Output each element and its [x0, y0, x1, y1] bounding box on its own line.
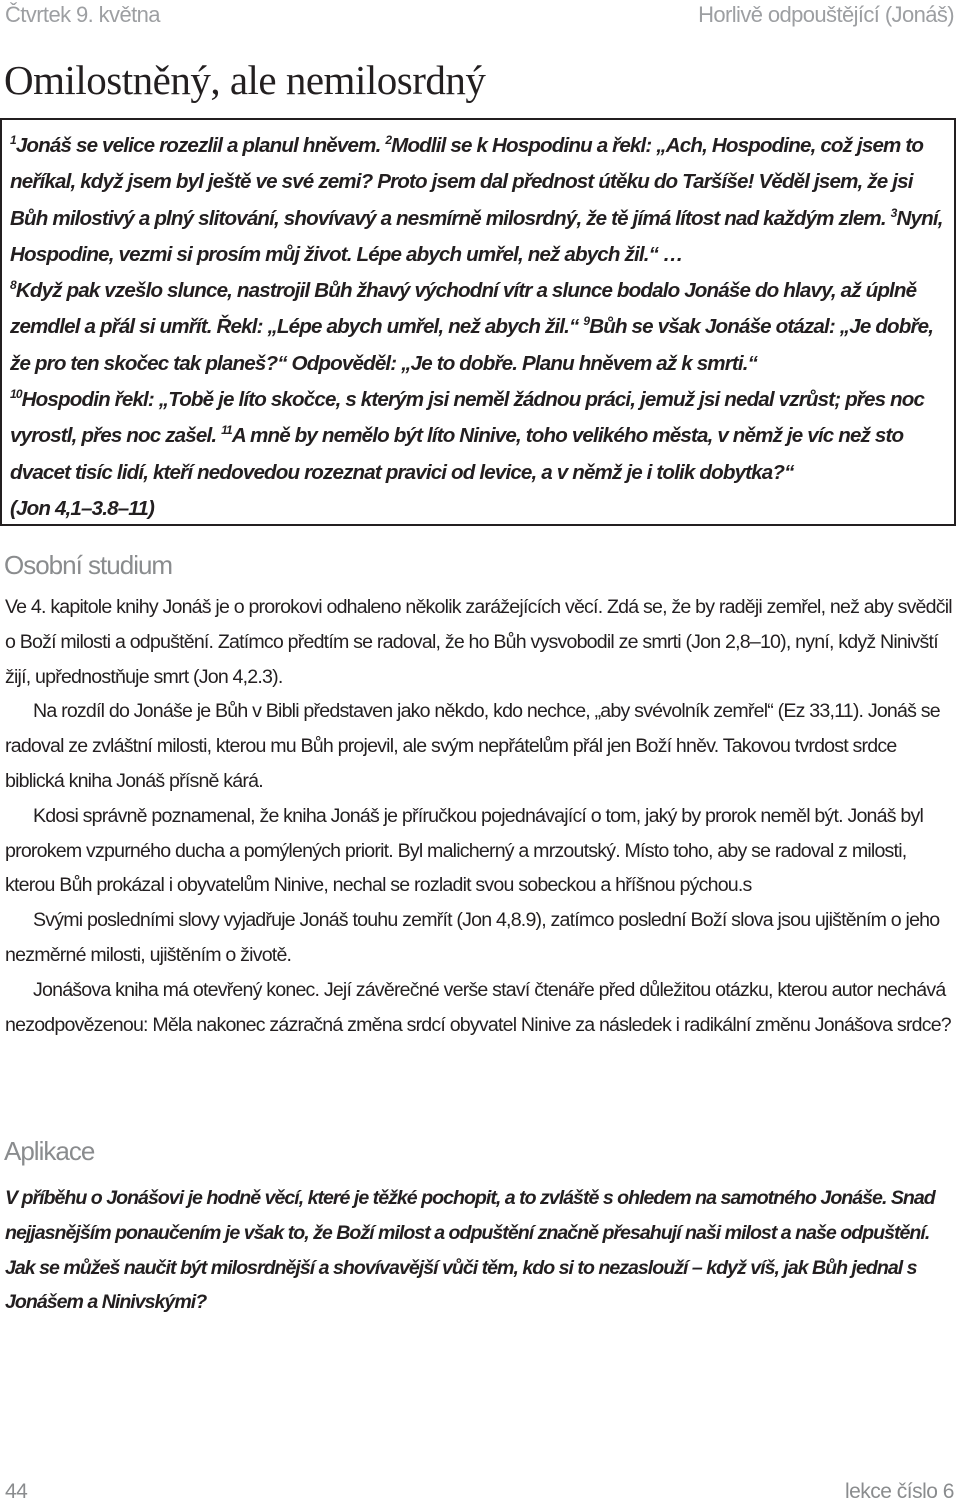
verse-number: 11 — [221, 423, 232, 438]
application-paragraph: V příběhu o Jonášovi je hodně věcí, které je těžké pochopit, a to zvláště s ohledem na samotného Jonáše. Snad nejjasnějším ponaučením je však to, že Boží milost a odpuštění značně přesahují naši milost a naše odpuštění. Jak se můžeš naučit být milosrdnější a shovívavější vůči těm, kdo si to nezaslouží – když víš, jak Bůh jednal s Jonášem a Ninivskými? — [5, 1187, 935, 1314]
verse-number: 9 — [583, 314, 590, 329]
page-number: 44 — [5, 1480, 28, 1503]
header-date: Čtvrtek 9. května — [5, 2, 160, 27]
verse-text: Modlil se k Hospodinu a řekl: „Ach, Hospodine, což jsem to neříkal, když jsem byl ještě ve své zemi? Proto jsem dal přednost útěku do Taršíše! Věděl jsem, že jsi Bůh milostivý a plný slitování, shovívavý a nesmírně milosrdný, že tě jímá lítost nad každým zlem. — [10, 134, 924, 230]
study-paragraph: Jonášova kniha má otevřený konec. Její závěrečné verše staví čtenáře před důležitou otázku, kterou autor nechává nezodpovězenou: Měla nakonec zázračná změna srdcí obyvatel Ninive za následek i radikální změnu Jonášova srdce? — [5, 978, 951, 1036]
study-heading: Osobní studium — [4, 550, 173, 580]
running-header — [5, 2, 954, 32]
application-heading: Aplikace — [4, 1136, 95, 1166]
scripture-passage — [10, 128, 954, 527]
lesson-number: lekce číslo 6 — [844, 1480, 954, 1503]
study-paragraph: Kdosi správně poznamenal, že kniha Jonáš je příručkou pojednávající o tom, jaký by prorok neměl být. Jonáš byl prorokem vzpurného ducha a pomýlených priorit. Byl malicherný a mrzoutský. Místo toho, aby se radoval z milosti, kterou Bůh prokázal i obyvatelům Ninive, nechal se rozladit svou sobeckou a hříšnou pýchou.s — [5, 804, 924, 897]
verse-number: 1 — [10, 133, 16, 147]
header-lesson-title: Horlivě odpouštějící (Jonáš) — [698, 2, 954, 27]
study-paragraph: Na rozdíl do Jonáše je Bůh v Bibli představen jako někdo, kdo nechce, „aby svévolník zemřel“ (Ez 33,11). Jonáš se radoval ze zvláštní milosti, kterou mu Bůh projevil, ale svým nepřátelům přál jen Boží hněv. Takovou tvrdost srdce biblická kniha Jonáš přísně kárá. — [5, 700, 940, 792]
scripture-reference: (Jon 4,1–3.8–11) — [10, 496, 154, 520]
scripture-paragraph-2 — [10, 273, 954, 382]
verse-text: Jonáš se velice rozezlil a planul hněvem. — [15, 134, 386, 157]
verse-number: 2 — [385, 133, 392, 147]
verse-text: Bůh se však Jonáše otázal: „Je dobře, že pro ten skočec tak planeš?“ Odpověděl: „Je to dobře. Planu hněvem až k smrti.“ — [10, 315, 934, 375]
verse-number: 10 — [10, 387, 22, 402]
study-paragraph: Svými posledními slovy vyjadřuje Jonáš touhu zemřít (Jon 4,8.9), zatímco poslední Boží slova jsou ujištěním o jeho nezměrné milosti, ujištěním o životě. — [5, 909, 940, 966]
verse-number: 3 — [890, 205, 897, 220]
verse-text: Nyní, Hospodine, vezmi si prosím můj život. Lépe abych umřel, než abych žil.“ … — [10, 206, 943, 266]
scripture-paragraph-3 — [10, 382, 954, 491]
study-body — [5, 590, 955, 1042]
page-title: Omilostněný, ale nemilosrdný — [4, 57, 486, 103]
verse-text: A mně by nemělo být líto Ninive, toho velikého města, v němž je víc než sto dvacet tisíc lidí, kteří nedovedou rozeznat pravici od levice, a v němž je i tolik dobytka?“ — [10, 424, 904, 484]
study-paragraph: Ve 4. kapitole knihy Jonáš je o prorokovi odhaleno několik zarážejících věcí. Zdá se, že by raději zemřel, než aby svědčil o Boží milosti a odpuštění. Zatímco předtím se radoval, že ho Bůh vysvobodil ze smrti (Jon 2,8–10), nyní, když Ninivští žijí, upřednostňuje smrt (Jon 4,2.3). — [5, 596, 952, 688]
application-body — [5, 1181, 955, 1320]
scripture-paragraph-1 — [10, 128, 954, 273]
verse-text: Když pak vzešlo slunce, nastrojil Bůh žhavý východní vítr a slunce bodalo Jonáše do hlavy, až úplně zemdlel a přál si umřít. Řekl: „Lépe abych umřel, než abych žil.“ — [10, 279, 917, 339]
verse-text: Hospodin řekl: „Tobě je líto skočce, s kterým jsi neměl žádnou práci, jemuž jsi nedal vzrůst; přes noc vyrostl, přes noc zašel. — [10, 388, 925, 448]
verse-number: 8 — [10, 278, 16, 293]
